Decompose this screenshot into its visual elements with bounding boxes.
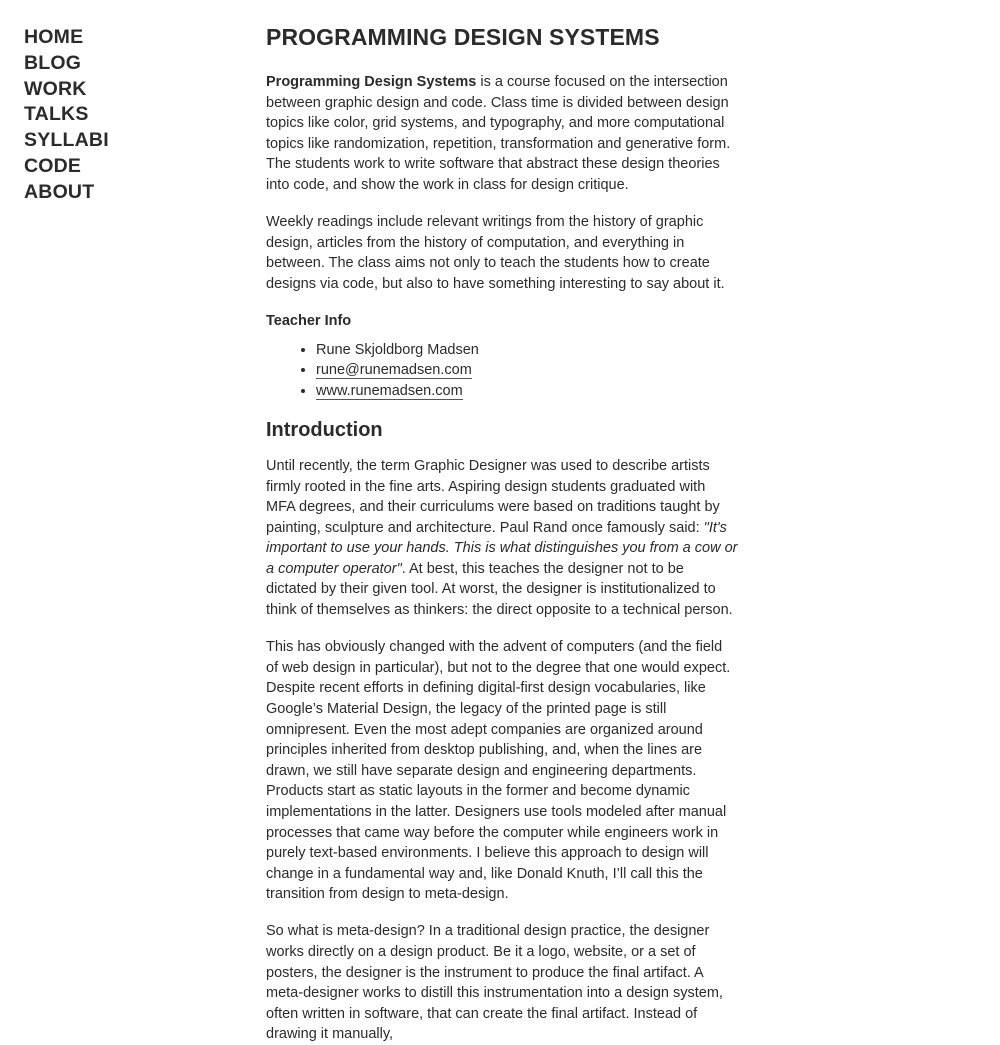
paul-rand-quote: "It's important to use your hands. This is what distinguishes you from a cow or a computer operator" <box>266 519 738 577</box>
main-content <box>266 0 738 1045</box>
introduction-paragraph-1-tail: . At best, this teaches the designer not to be dictated by their given tool. At worst, the designer is institutionalized to think of themselves as thinkers: the direct opposite to a technical person. <box>266 560 733 619</box>
nav-link-code[interactable]: CODE <box>24 154 82 177</box>
nav-item-about[interactable] <box>24 180 109 206</box>
introduction-heading: Introduction <box>266 418 383 441</box>
nav-item-code[interactable] <box>24 154 109 180</box>
introduction-paragraph-1 <box>266 456 738 621</box>
nav-link-syllabi[interactable]: SYLLABI <box>24 129 109 152</box>
nav-item-blog[interactable] <box>24 51 109 77</box>
teacher-info-heading: Teacher Info <box>266 312 352 329</box>
introduction-paragraph-3: So what is meta-design? In a traditional design practice, the designer works directly on a design product. Be it a logo, website, or a set of posters, the designer is the instrument to produce the final artifact. A meta-designer works to distill this instrumentation into a design system, often written in software, that can create the final artifact. Instead of drawing it manually, <box>266 923 723 1043</box>
nav-link-home[interactable]: HOME <box>24 26 84 48</box>
teacher-info-list <box>266 340 738 402</box>
nav-item-talks[interactable] <box>24 102 109 128</box>
introduction-paragraph-2: This has obviously changed with the advent of computers (and the field of web design in particular), but not to the degree that one would expect. Despite recent efforts in defining digital-first design vocabularies, like Google’s Material Design, the legacy of the printed page is still omnipresent. Even the most adept companies are organized around principles inherited from desktop publishing, and, when the lines are drawn, we still have separate design and engineering departments. Products start as static layouts in the former and become dynamic implementations in the latter. Designers use tools modeled after manual processes that came way before the computer while engineers work in purely text-based environments. I believe this approach to design will change in a fundamental way and, like Donald Knuth, I’ll call this the transition from design to meta-design. <box>266 639 731 903</box>
introduction-paragraph-1-lead: Until recently, the term Graphic Designer was used to describe artists firmly rooted in the fine arts. Aspiring design students graduated with MFA degrees, and their curriculums were based on traditions taught by painting, sculpture and architecture. Paul Rand once famously said: <box>266 457 720 536</box>
teacher-website-item <box>316 381 738 402</box>
nav-link-blog[interactable]: BLOG <box>24 51 82 74</box>
nav-item-work[interactable] <box>24 77 109 103</box>
nav-link-about[interactable]: ABOUT <box>24 180 95 203</box>
nav-link-talks[interactable]: TALKS <box>24 103 89 126</box>
nav-item-syllabi[interactable] <box>24 128 109 154</box>
teacher-email-link[interactable]: rune@runemadsen.com <box>316 362 472 379</box>
teacher-email-item <box>316 360 738 381</box>
intro-paragraph-2: Weekly readings include relevant writings from the history of graphic design, articles from the history of computation, and everything in between. The class aims not only to teach the students how to create designs via code, but also to have something interesting to say about it. <box>266 214 725 292</box>
course-name: Programming Design Systems <box>266 74 477 90</box>
nav-link-work[interactable]: WORK <box>24 77 87 100</box>
page-title: PROGRAMMING DESIGN SYSTEMS <box>266 24 660 50</box>
intro-paragraph-1-text: is a course focused on the intersection between graphic design and code. Class time is divided between design topics like color, grid systems, and typography, and more computational topics like randomization, repetition, transformation and generative form. The students work to write software that abstract these design theories into code, and show the work in class for design critique. <box>266 74 731 193</box>
teacher-name: • Rune Skjoldborg Madsen <box>316 340 738 361</box>
teacher-website-link[interactable]: www.runemadsen.com <box>316 383 463 400</box>
site-nav <box>24 25 109 206</box>
intro-paragraph-1 <box>266 72 738 196</box>
nav-item-home[interactable] <box>24 25 109 51</box>
